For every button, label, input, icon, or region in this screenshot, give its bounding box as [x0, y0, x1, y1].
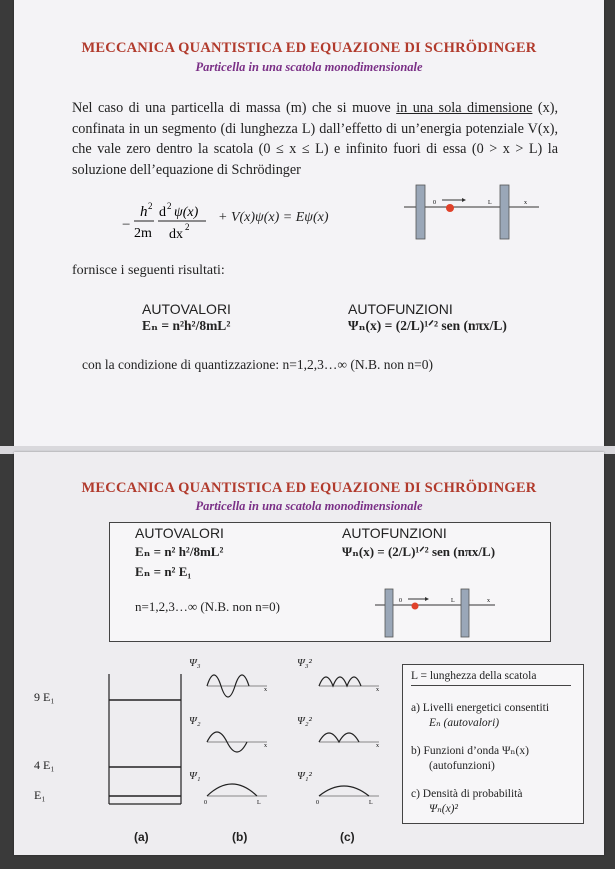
slide2-subtitle: Particella in una scatola monodimensionale — [195, 499, 423, 513]
energy-relation: Eₙ = n² E₁ — [135, 564, 192, 579]
svg-text:2m: 2m — [134, 226, 152, 241]
svg-text:x: x — [264, 743, 267, 749]
autofunzioni-label-2: AUTOFUNZIONI — [342, 525, 447, 541]
svg-text:d: d — [159, 205, 166, 220]
quantization-condition: con la condizione di quantizzazione: n=1,2,3…∞ (N.B. non n=0) — [82, 357, 434, 372]
psi1-label: Ψ₁ — [189, 770, 201, 782]
autofunzioni-formula: Ψₙ(x) = (2/L)¹ᐟ² sen (nπx/L) — [348, 318, 507, 333]
psi3-squared-label: Ψ₃² — [297, 657, 312, 669]
caption-a: (a) — [134, 830, 149, 844]
intro-part1: Nel caso di una particella di massa (m) che si muove — [72, 100, 397, 116]
level-9e1: 9 E₁ — [34, 690, 55, 704]
psi1-squared-label: Ψ₁² — [297, 770, 312, 782]
autofunzioni-formula-2: Ψₙ(x) = (2/L)¹ᐟ² sen (nπx/L) — [342, 544, 496, 559]
svg-text:L: L — [369, 800, 373, 806]
legend-c: c) Densità di probabilità — [411, 788, 523, 800]
energy-levels-diagram — [69, 664, 219, 824]
quantization-condition-2: n=1,2,3…∞ (N.B. non n=0) — [135, 599, 280, 614]
caption-c: (c) — [340, 830, 355, 844]
legend-box — [402, 664, 584, 824]
psi3-label: Ψ₃ — [189, 657, 201, 669]
level-e1: E₁ — [34, 788, 46, 802]
wavefunction-plots — [202, 664, 282, 814]
legend-L: L = lunghezza della scatola — [411, 670, 537, 682]
svg-text:2: 2 — [167, 201, 172, 211]
svg-text:L: L — [451, 598, 455, 604]
slide-bottom — [14, 452, 604, 855]
svg-text:0: 0 — [399, 598, 402, 604]
particle-box-diagram — [404, 185, 554, 245]
legend-a: a) Livelli energetici consentiti — [411, 702, 550, 714]
level-4e1: 4 E₁ — [34, 758, 55, 772]
slide1-subtitle: Particella in una scatola monodimensionale — [195, 60, 423, 74]
slide-top: MECCANICA QUANTISTICA ED EQUAZIONE DI SCHRÖDINGER Particella in una scatola monodimensionale Nel caso di una particella di massa (m) che si muove in una sola dimensione (x), confinata in un segmento (di lunghezza L) dall’effetto di un’energia potenziale V(x), che vale zero dentro la scatola (0 ≤ x ≤ L) e infinito fuori di essa (0 > x > L) la soluzione dell’equazione di Schrödinger − h 2 d 2 ψ(x) 2m dx 2 + V(x)ψ(x) = Eψ(x) 0 L x fornisce i seguenti risultati: AUTOVALORI AUTOFUNZIONI Eₙ = n²h²/8mL² Ψₙ(x) = (2/L)¹ᐟ² sen (nπx/L) con la condizione di quantizzazione: n=1,2,3…∞ (N.B. non n=0) — [14, 0, 604, 446]
svg-text:2: 2 — [185, 222, 190, 232]
svg-text:0: 0 — [316, 800, 319, 806]
autovalori-formula-2: Eₙ = n² h²/8mL² — [135, 544, 224, 559]
slide2-title: MECCANICA QUANTISTICA ED EQUAZIONE DI SCHRÖDINGER — [81, 480, 537, 496]
particle-box-diagram-2 — [375, 589, 525, 639]
caption-b: (b) — [232, 830, 248, 844]
psi2-squared-label: Ψ₂² — [297, 715, 312, 727]
intro-paragraph — [72, 98, 558, 180]
autofunzioni-label: AUTOFUNZIONI — [348, 301, 453, 317]
svg-text:x: x — [487, 598, 490, 604]
svg-text:x: x — [376, 687, 379, 693]
probability-density-plots — [314, 664, 394, 814]
svg-text:ψ(x): ψ(x) — [174, 205, 199, 220]
legend-a-sub: Eₙ (autovalori) — [429, 717, 500, 729]
svg-text:L: L — [257, 800, 261, 806]
legend-c-sub: Ψₙ(x)² — [429, 803, 458, 815]
legend-divider — [411, 685, 571, 686]
intro-part2: (x), confinata in un segmento (di lunghezza L) dall’effetto di un’energia potenziale V(x), che vale zero dentro la scatola (0 ≤ x ≤ L) e infinito fuori di essa (0 > x > L) la soluzione dell’equazione di Schrödinger — [72, 100, 558, 178]
results-intro: fornisce i seguenti risultati: — [72, 263, 225, 278]
svg-text:h: h — [140, 204, 148, 220]
results-box — [109, 522, 551, 642]
legend-b-sub: (autofunzioni) — [429, 760, 495, 772]
svg-text:L: L — [488, 200, 492, 206]
autovalori-formula: Eₙ = n²h²/8mL² — [142, 318, 231, 333]
legend-b: b) Funzioni d’onda Ψₙ(x) — [411, 745, 529, 757]
equation-fraction — [132, 200, 222, 248]
svg-text:x: x — [524, 200, 527, 206]
intro-underlined: in una sola dimensione — [396, 100, 533, 116]
svg-text:0: 0 — [204, 800, 207, 806]
slide1-title: MECCANICA QUANTISTICA ED EQUAZIONE DI SCHRÖDINGER — [81, 40, 537, 56]
svg-text:x: x — [264, 687, 267, 693]
psi2-label: Ψ₂ — [189, 715, 201, 727]
autovalori-label: AUTOVALORI — [142, 301, 231, 317]
equation-rhs: + V(x)ψ(x) = Eψ(x) — [218, 210, 329, 225]
svg-text:2: 2 — [148, 201, 153, 211]
svg-text:x: x — [376, 743, 379, 749]
autovalori-label-2: AUTOVALORI — [135, 525, 224, 541]
svg-text:0: 0 — [433, 200, 436, 206]
svg-text:dx: dx — [169, 227, 183, 242]
